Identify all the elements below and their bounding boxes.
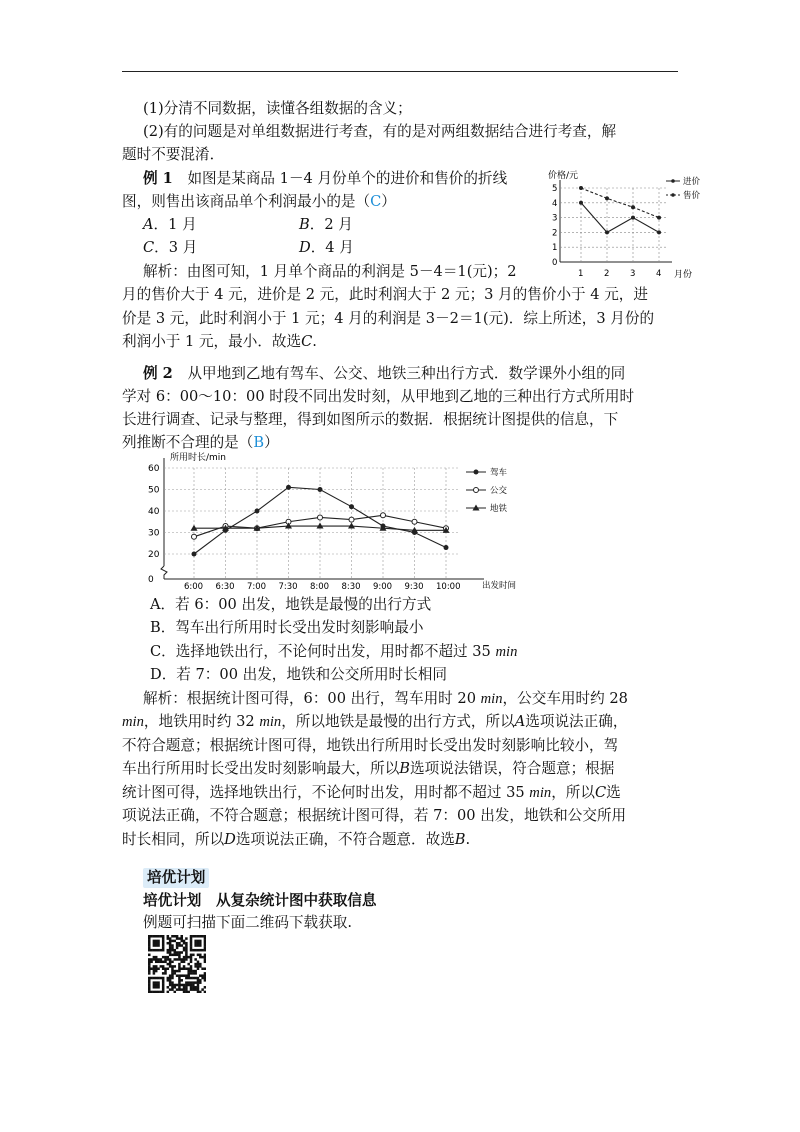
s1b: min xyxy=(480,691,503,707)
example-2-solution-line-7 xyxy=(122,831,470,849)
chart2-legend xyxy=(466,467,508,514)
example-1-solution-line-3: 价是 3 元，此时利润小于 1 元；4 月的利润是 3－2＝1(元)．综上所述，3 月份的 xyxy=(122,310,655,327)
chart1-ylabel: 价格/元 xyxy=(548,171,579,181)
example-1-q-close: ） xyxy=(381,193,396,210)
chart1-ytick-label: 0 xyxy=(552,258,558,268)
chart2-point xyxy=(318,487,323,492)
s5a: 统计图可得，选择地铁出行，不论何时出发，用时都不超过 35 xyxy=(122,784,525,801)
ex2-option-d: D．若 7：00 出发，地铁和公交所用时长相同 xyxy=(150,666,447,683)
chart1-xtick-label: 3 xyxy=(630,269,636,279)
chart1-point xyxy=(631,205,635,209)
chart2-axis-break xyxy=(161,566,167,579)
chart1-point xyxy=(579,201,583,205)
option-c-letter: C xyxy=(143,239,155,256)
chart1-point xyxy=(631,216,635,220)
option-d-text: ．4 月 xyxy=(310,239,354,256)
intro-point-2: (2)有的问题是对单组数据进行考查，有的是对两组数据结合进行考查，解 xyxy=(143,123,617,140)
s4c: 选项说法错误，符合题意；根据 xyxy=(410,760,615,777)
option-d xyxy=(299,239,354,257)
example-2-solution-line-4 xyxy=(122,760,614,778)
s1c: ，公交车用时约 28 xyxy=(502,690,628,707)
option-b-text: ．2 月 xyxy=(309,216,353,233)
s2d: ，所以地铁是最慢的出行方式，所以 xyxy=(281,713,515,730)
option-b-letter: B xyxy=(299,216,310,233)
ex2-option-c-text: C．选择地铁出行，不论何时出发，用时都不超过 35 xyxy=(150,643,491,660)
section-tag: 培优计划 xyxy=(143,868,209,888)
section-title: 培优计划 从复杂统计图中获取信息 xyxy=(143,892,377,909)
s2a: min xyxy=(122,714,144,730)
chart2-xtick-label: 7:00 xyxy=(247,582,267,592)
example-1-solution-line-4 xyxy=(122,333,317,351)
chart1-ytick-label: 4 xyxy=(552,198,558,209)
chart2-point xyxy=(444,545,449,550)
chart2-ytick-label: 0 xyxy=(148,575,154,585)
chart2-ytick-label: 40 xyxy=(148,507,160,517)
example-2-solution-line-1 xyxy=(143,690,628,708)
s7d: B xyxy=(454,831,466,848)
chart1-series xyxy=(579,186,661,234)
sol4c: . xyxy=(312,333,317,350)
s7b: D xyxy=(224,831,236,848)
intro-point-1: (1)分清不同数据，读懂各组数据的含义； xyxy=(143,100,412,117)
example-2-label: 例 2 xyxy=(143,365,173,382)
example-1-question-line-1 xyxy=(143,170,507,188)
ex2-option-c-unit: min xyxy=(495,644,518,660)
chart2-xtick-label: 9:00 xyxy=(373,582,393,592)
ex2-option-a: A．若 6：00 出发，地铁是最慢的出行方式 xyxy=(150,596,432,613)
option-a-letter: A xyxy=(143,216,154,233)
chart2-ylabel: 所用时长/min xyxy=(170,453,227,463)
chart1-xtick-label: 1 xyxy=(578,269,584,279)
chart2-point xyxy=(192,552,197,557)
s2c: min xyxy=(259,714,282,730)
chart1-point xyxy=(657,230,661,234)
option-d-letter: D xyxy=(299,239,311,256)
example-2-q-close: ） xyxy=(264,434,279,451)
travel-time-line-chart xyxy=(140,448,522,592)
chart2-ytick-label: 60 xyxy=(148,464,160,474)
example-2-solution-line-3: 不符合题意；根据统计图可得，地铁出行所用时长受出发时刻影响比较小，驾 xyxy=(122,737,619,754)
s4a: 车出行所用时长受出发时刻影响最大，所以 xyxy=(122,760,400,777)
example-2-q4: 列推断不合理的是（ xyxy=(122,434,254,451)
s7a: 时长相同，所以 xyxy=(122,831,225,848)
chart2-xtick-label: 7:30 xyxy=(278,582,298,592)
example-1-label: 例 1 xyxy=(143,170,173,187)
chart1-point xyxy=(605,196,609,200)
chart1-legend xyxy=(666,176,701,201)
example-1-q2: 图，则售出该商品单个利润最小的是（ xyxy=(122,193,371,210)
chart2-xtick-label: 9:30 xyxy=(404,582,424,592)
chart1-ytick-label: 5 xyxy=(552,184,558,194)
chart1-point xyxy=(605,230,609,234)
s2f: 选项说法正确， xyxy=(525,713,628,730)
chart2-xtick-label: 6:30 xyxy=(215,582,235,592)
chart1-xlabel: 月份 xyxy=(674,270,693,280)
option-a-text: ．1 月 xyxy=(153,216,197,233)
chart2-ytick-label: 20 xyxy=(148,550,160,560)
example-1-solution-line-1: 解析：由图可知，1 月单个商品的利润是 5－4＝1(元)；2 xyxy=(143,263,517,280)
chart2-ytick-label: 30 xyxy=(148,528,160,539)
chart1-xtick-label: 4 xyxy=(656,269,662,279)
s5d: C xyxy=(594,784,607,801)
chart1-point xyxy=(579,186,583,190)
s7c: 选项说法正确，不符合题意．故选 xyxy=(235,831,455,848)
s2e: A xyxy=(514,713,526,730)
sol4a: 利润小于 1 元，最小．故选 xyxy=(122,333,302,350)
example-2-question-line-3: 长进行调查、记录与整理，得到如图所示的数据．根据统计图提供的信息，下 xyxy=(122,411,619,428)
chart1-ytick-label: 2 xyxy=(552,228,558,239)
chart2-xtick-label: 10:00 xyxy=(436,582,461,592)
option-b xyxy=(299,216,353,234)
option-a xyxy=(143,216,197,234)
chart2-legend-bus: 公交 xyxy=(490,486,508,496)
chart2-xtick-label: 8:30 xyxy=(341,582,361,592)
chart2-xlabel: 出发时间 xyxy=(482,581,517,591)
example-1-question-line-2 xyxy=(122,193,396,211)
chart2-point xyxy=(286,485,291,490)
s7e: . xyxy=(465,831,471,848)
s4b: B xyxy=(399,760,411,777)
s5e: 选 xyxy=(606,784,621,801)
header-rule xyxy=(122,71,678,72)
chart1-grid xyxy=(560,180,672,262)
ex2-option-c xyxy=(150,643,517,661)
chart2-legend-car: 驾车 xyxy=(490,468,508,478)
chart2-ytick-label: 50 xyxy=(148,485,160,496)
example-1-q1: 如图是某商品 1－4 月份单个的进价和售价的折线 xyxy=(187,170,508,187)
chart2-point xyxy=(349,504,354,509)
chart1-ytick-label: 1 xyxy=(552,243,558,254)
example-2-question-line-2: 学对 6：00～10：00 时段不同出发时刻，从甲地到乙地的三种出行方式所用时 xyxy=(122,388,635,405)
chart2-point xyxy=(192,534,197,539)
example-2-answer: B xyxy=(253,434,265,451)
option-c xyxy=(143,239,197,257)
s5c: ，所以 xyxy=(551,784,595,801)
intro-point-2-cont: 题时不要混淆． xyxy=(122,146,225,163)
example-1-solution-line-2: 月的售价大于 4 元，进价是 2 元，此时利润大于 2 元；3 月的售价小于 4 元，进 xyxy=(122,286,648,303)
sol4b: C xyxy=(301,333,313,350)
s5b: min xyxy=(529,785,552,801)
chart2-point xyxy=(381,513,386,518)
example-2-solution-line-5 xyxy=(122,784,621,802)
chart2-point xyxy=(318,515,323,520)
chart1-legend-cost: 进价 xyxy=(683,177,701,187)
example-1-answer: C xyxy=(370,193,382,210)
ex2-option-b: B．驾车出行所用时长受出发时刻影响最小 xyxy=(150,619,424,636)
chart2-point xyxy=(255,509,260,514)
chart2-xtick-label: 8:00 xyxy=(310,582,330,592)
section-note: 例题可扫描下面二维码下载获取. xyxy=(143,914,352,931)
option-c-text: ．3 月 xyxy=(154,239,198,256)
chart1-legend-price: 售价 xyxy=(683,191,701,201)
example-2-question-line-1 xyxy=(143,365,625,383)
qr-code-icon[interactable] xyxy=(148,935,206,993)
price-line-chart xyxy=(536,168,704,280)
s1a: 解析：根据统计图可得，6：00 出行，驾车用时 20 xyxy=(143,690,476,707)
chart2-point xyxy=(349,517,354,522)
chart2-point xyxy=(412,519,417,524)
chart1-xtick-label: 2 xyxy=(604,269,610,279)
chart1-ytick-label: 3 xyxy=(552,213,558,224)
chart2-legend-subway: 地铁 xyxy=(490,504,508,514)
chart1-point xyxy=(657,216,661,220)
example-2-solution-line-6: 项说法正确，不符合题意；根据统计图可得，若 7：00 出发，地铁和公交所用 xyxy=(122,807,627,824)
example-2-q1: 从甲地到乙地有驾车、公交、地铁三种出行方式．数学课外小组的同 xyxy=(187,365,626,382)
example-2-solution-line-2 xyxy=(122,713,627,731)
s2b: ，地铁用时约 32 xyxy=(143,713,255,730)
chart2-xtick-label: 6:00 xyxy=(184,582,204,592)
